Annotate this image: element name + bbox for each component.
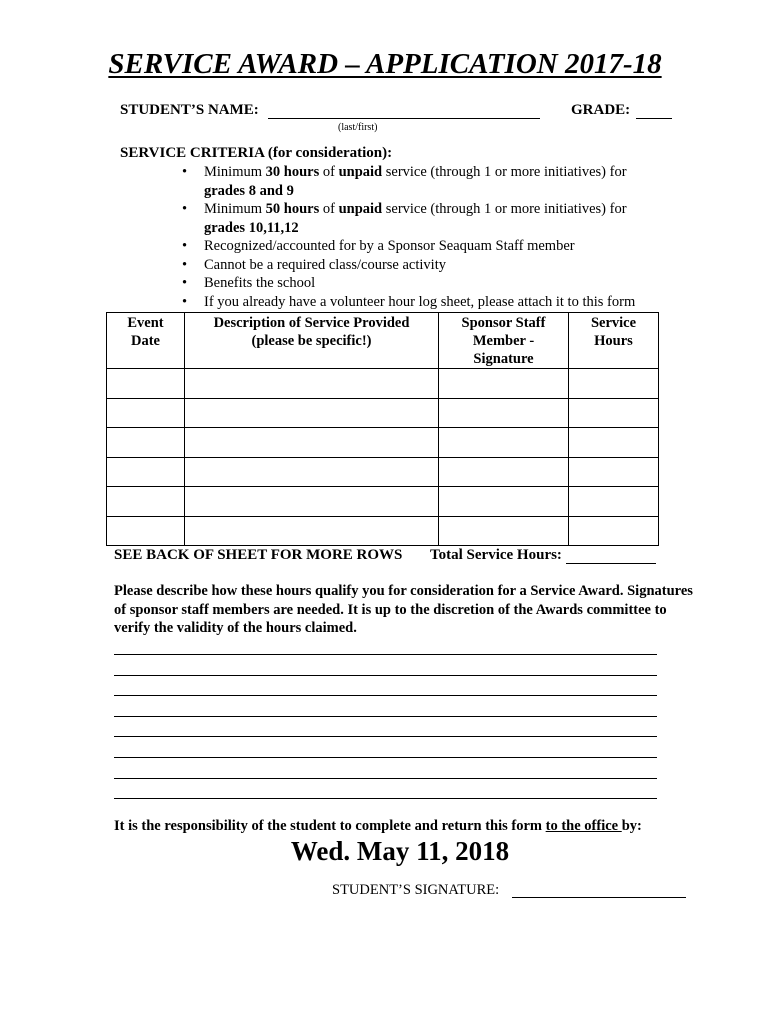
table-cell[interactable] <box>569 487 659 517</box>
criteria-text: Recognized/accounted for by a Sponsor Seaquam Staff member <box>204 238 575 254</box>
criteria-item <box>182 163 662 200</box>
table-cell[interactable] <box>439 369 569 399</box>
responsibility-text: It is the responsibility of the student to complete and return this form <box>114 818 546 834</box>
criteria-text: Minimum <box>204 164 266 180</box>
student-name-hint: (last/first) <box>338 122 378 133</box>
writing-line[interactable] <box>114 716 657 717</box>
criteria-text: service (through 1 or more initiatives) for <box>382 201 627 217</box>
criteria-text: 30 hours <box>265 164 320 180</box>
header-line: Event <box>127 315 164 331</box>
header-event-date <box>107 313 185 369</box>
writing-line[interactable] <box>114 736 657 737</box>
criteria-text: If you already have a volunteer hour log sheet, please attach it to this form <box>204 293 636 310</box>
criteria-text: Benefits the school <box>204 275 316 291</box>
responsibility-note <box>114 818 642 835</box>
writing-line[interactable] <box>114 675 657 676</box>
grade-field[interactable] <box>636 118 672 119</box>
table-cell[interactable] <box>107 428 185 458</box>
responsibility-office: to the office <box>545 818 622 834</box>
criteria-text: Minimum <box>204 201 266 217</box>
table-cell[interactable] <box>185 369 439 399</box>
responsibility-by: by: <box>621 818 642 834</box>
header-line: Signature <box>473 351 534 367</box>
writing-line[interactable] <box>114 695 657 696</box>
table-cell[interactable] <box>107 487 185 517</box>
due-date: Wed. May 11, 2018 <box>290 836 510 866</box>
header-description <box>185 313 439 369</box>
writing-line[interactable] <box>114 778 657 779</box>
criteria-text: grades 8 and 9 <box>204 182 294 199</box>
bullet-icon: • <box>182 256 188 273</box>
table-row <box>107 487 659 517</box>
criteria-text: service (through 1 or more initiatives) for <box>382 164 627 180</box>
criteria-text: unpaid <box>338 201 383 217</box>
bullet-icon: • <box>182 238 188 254</box>
header-line: Member - <box>472 333 535 349</box>
criteria-text: of <box>319 164 339 180</box>
table-cell[interactable] <box>185 398 439 428</box>
criteria-text: unpaid <box>338 164 383 180</box>
criteria-item <box>182 256 662 275</box>
writing-line[interactable] <box>114 757 657 758</box>
table-cell[interactable] <box>569 369 659 399</box>
table-row <box>107 516 659 546</box>
criteria-item <box>182 274 662 293</box>
header-sponsor-signature <box>439 313 569 369</box>
writing-line[interactable] <box>114 798 657 799</box>
student-name-label: STUDENT’S NAME: <box>120 102 259 118</box>
criteria-item <box>182 237 662 256</box>
table-cell[interactable] <box>569 457 659 487</box>
table-cell[interactable] <box>185 487 439 517</box>
table-row <box>107 428 659 458</box>
table-row <box>107 398 659 428</box>
writing-line[interactable] <box>114 654 657 655</box>
form-title: SERVICE AWARD – APPLICATION 2017-18 <box>108 48 662 80</box>
table-cell[interactable] <box>107 457 185 487</box>
student-name-field[interactable] <box>268 118 540 119</box>
table-row <box>107 457 659 487</box>
table-cell[interactable] <box>107 369 185 399</box>
bullet-icon: • <box>182 293 188 310</box>
bullet-icon: • <box>182 164 188 180</box>
table-cell[interactable] <box>569 398 659 428</box>
signature-label: STUDENT’S SIGNATURE: <box>332 882 500 898</box>
table-cell[interactable] <box>107 398 185 428</box>
criteria-text: 50 hours <box>265 201 320 217</box>
grade-label: GRADE: <box>571 102 631 118</box>
header-line: Date <box>131 333 160 349</box>
signature-field[interactable] <box>512 897 686 898</box>
total-hours-label: Total Service Hours: <box>430 547 562 563</box>
criteria-item <box>182 200 662 237</box>
criteria-item <box>182 293 662 312</box>
table-cell[interactable] <box>185 428 439 458</box>
table-cell[interactable] <box>439 398 569 428</box>
criteria-text: Cannot be a required class/course activity <box>204 256 446 273</box>
bullet-icon: • <box>182 201 188 217</box>
header-line: Sponsor Staff <box>461 315 546 331</box>
table-cell[interactable] <box>185 457 439 487</box>
criteria-heading: SERVICE CRITERIA (for consideration): <box>120 145 393 161</box>
total-hours-field[interactable] <box>566 563 656 564</box>
table-row <box>107 369 659 399</box>
criteria-list <box>182 163 662 311</box>
criteria-text: of <box>319 201 339 217</box>
header-line: (please be specific!) <box>251 333 372 349</box>
criteria-text: grades 10,11,12 <box>204 219 299 236</box>
description-paragraph: Please describe how these hours qualify you for consideration for a Service Award. Signatures of sponsor staff members are needed. It is up to the discretion of the Awards committee to verify the validity of the hours claimed. <box>114 583 693 636</box>
header-line: Description of Service Provided <box>213 315 410 331</box>
service-log-table <box>106 312 659 546</box>
table-cell[interactable] <box>107 516 185 546</box>
table-cell[interactable] <box>185 516 439 546</box>
header-service-hours <box>569 313 659 369</box>
table-cell[interactable] <box>439 457 569 487</box>
see-back-note: SEE BACK OF SHEET FOR MORE ROWS <box>114 547 403 563</box>
table-cell[interactable] <box>439 487 569 517</box>
bullet-icon: • <box>182 275 188 291</box>
header-line: Hours <box>594 333 633 349</box>
table-cell[interactable] <box>439 428 569 458</box>
table-cell[interactable] <box>439 516 569 546</box>
table-header-row <box>107 313 659 369</box>
table-cell[interactable] <box>569 428 659 458</box>
header-line: Service <box>590 315 637 331</box>
table-cell[interactable] <box>569 516 659 546</box>
